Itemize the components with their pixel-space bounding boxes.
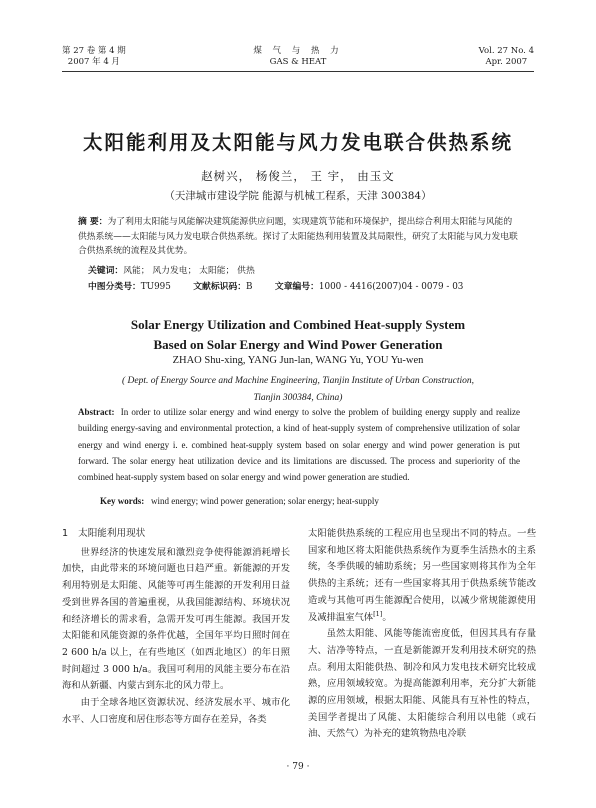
affiliation-cn: （天津城市建设学院 能源与机械工程系，天津 300384） xyxy=(164,190,432,202)
authors-en: ZHAO Shu-xing, YANG Jun-lan, WANG Yu, YOU Yu-wen xyxy=(172,355,424,366)
publication-date-cn: 2007 年 4 月 xyxy=(67,57,120,67)
keywords-cn-label: 关键词： xyxy=(88,266,124,276)
authors-cn: 赵树兴， 杨俊兰， 王 宇， 由玉文 xyxy=(201,169,395,183)
affiliation-en-line1: ( Dept. of Energy Source and Machine Engineering, Tianjin Institute of Urban Construction, xyxy=(121,376,475,386)
affiliation-en-line2: Tianjin 300384, China) xyxy=(253,393,343,403)
paragraph-text: 太阳能供热系统的工程应用也呈现出不同的特点。一些国家和地区将太阳能供热系统作为夏季生活热水的主系统，冬季供暖的辅助系统；另一些国家则将其作为全年供热的主系统；还有一些国家将其用于供热系统节能改造或与其他可再生能源配合使用，以减少常规能源使用及减排温室气体 xyxy=(308,528,536,623)
article-id-label: 文章编号： xyxy=(274,282,319,292)
body-column-right xyxy=(308,526,536,743)
keywords-en xyxy=(100,496,379,506)
abstract-cn-text: 为了利用太阳能与风能解决建筑能源供应问题，实现建筑节能和环境保护，提出综合利用太阳能与风能的供热系统——太阳能与风力发电联合供热系统。探讨了太阳能热利用装置及其局限性，研究了太阳能与风力发电联合供热系统的流程及其优势。 xyxy=(78,217,518,256)
abstract-en-text: In order to utilize solar energy and wind energy to solve the problem of building energy supply and realize building energy-saving and environmental protection, a kind of heat-supply system of comprehensive utilization of solar energy and wind energy i. e. combined heat-supply system based on solar energy and wind power generation is put forward. The solar energy heat utilization device and its limitations are discussed. The process and superiority of the combined heat-supply system based on solar energy and wind power generation are studied. xyxy=(78,407,520,483)
body-paragraph: 虽然太阳能、风能等能流密度低，但因其具有存量大、洁净等特点，一直是新能源开发利用技术研究的热点。利用太阳能供热、制冷和风力发电技术研究比较成熟，应用领域较宽。为提高能源利用率，充分扩大新能源的应用领域，根据太阳能、风能具有互补性的特点，美国学者提出了风能、太阳能综合利用以电能（或石油、天然气）为补充的建筑物热电冷联 xyxy=(308,628,536,740)
body-column-left xyxy=(62,526,290,728)
header-rule xyxy=(62,71,534,72)
classification-line xyxy=(88,279,463,292)
volume-issue-line: 第 27 卷 第 4 期 xyxy=(62,46,126,56)
keywords-cn-text: 风能； 风力发电； 太阳能； 供热 xyxy=(123,266,255,276)
paper-title-cn: 太阳能利用及太阳能与风力发电联合供热系统 xyxy=(82,131,513,154)
body-paragraph: 世界经济的快速发展和激烈竞争使得能源消耗增长加快，由此带来的环境问题也日趋严重。新能源的开发利用特别是太阳能、风能等可再生能源的开发利用日益受到世界各国的普遍重视，从我国能源结构、环境状况和经济增长的需求看，急需开发可再生能源。我国开发太阳能和风能资源的条件优越，全国年平均日照时间在 2 600 h/a 以上，在有些地区（如西北地区）的年日照时间超过 3 000 h/a。我国可利用的风能主要分布在沿海和从新疆、内蒙古到东北的风力带上。 xyxy=(62,546,290,692)
body-paragraph: 由于全球各地区资源状况、经济发展水平、城市化水平、人口密度和居住形态等方面存在差异，各类 xyxy=(62,697,290,725)
abstract-cn-label: 摘 要： xyxy=(78,217,108,227)
page-number: · 79 · xyxy=(286,762,310,772)
journal-volume-en xyxy=(479,46,534,68)
section-heading xyxy=(62,526,290,543)
affiliation-en xyxy=(0,373,596,407)
clc-label: 中图分类号： xyxy=(88,282,141,292)
journal-name-cn: 煤 气 与 热 力 xyxy=(253,46,343,56)
keywords-en-text: wind energy; wind power generation; solar energy; heat-supply xyxy=(151,496,379,506)
keywords-cn xyxy=(88,263,255,276)
journal-name-en: GAS & HEAT xyxy=(269,57,327,67)
section-number: 1 xyxy=(62,528,69,539)
body-paragraph xyxy=(308,526,536,626)
doc-code-label: 文献标识码： xyxy=(193,282,247,292)
section-title: 太阳能利用现状 xyxy=(78,528,146,539)
paper-title-en xyxy=(0,315,596,355)
abstract-cn xyxy=(78,215,518,259)
publication-date-en: Apr. 2007 xyxy=(485,57,528,67)
clc-value: TU995 xyxy=(140,282,171,292)
abstract-en xyxy=(78,404,520,485)
title-en-line1: Solar Energy Utilization and Combined Heat-supply System xyxy=(130,317,466,332)
title-en-line2: Based on Solar Energy and Wind Power Generation xyxy=(153,337,443,352)
citation-ref[interactable]: [1] xyxy=(373,609,383,618)
volume-issue-en: Vol. 27 No. 4 xyxy=(478,46,534,56)
doc-code-value: B xyxy=(246,282,253,292)
keywords-en-label: Key words: xyxy=(100,496,145,506)
article-id-value: 1000 - 4416(2007)04 - 0079 - 03 xyxy=(318,282,464,292)
paragraph-end: 。 xyxy=(382,611,392,623)
abstract-en-label: Abstract: xyxy=(78,407,115,417)
